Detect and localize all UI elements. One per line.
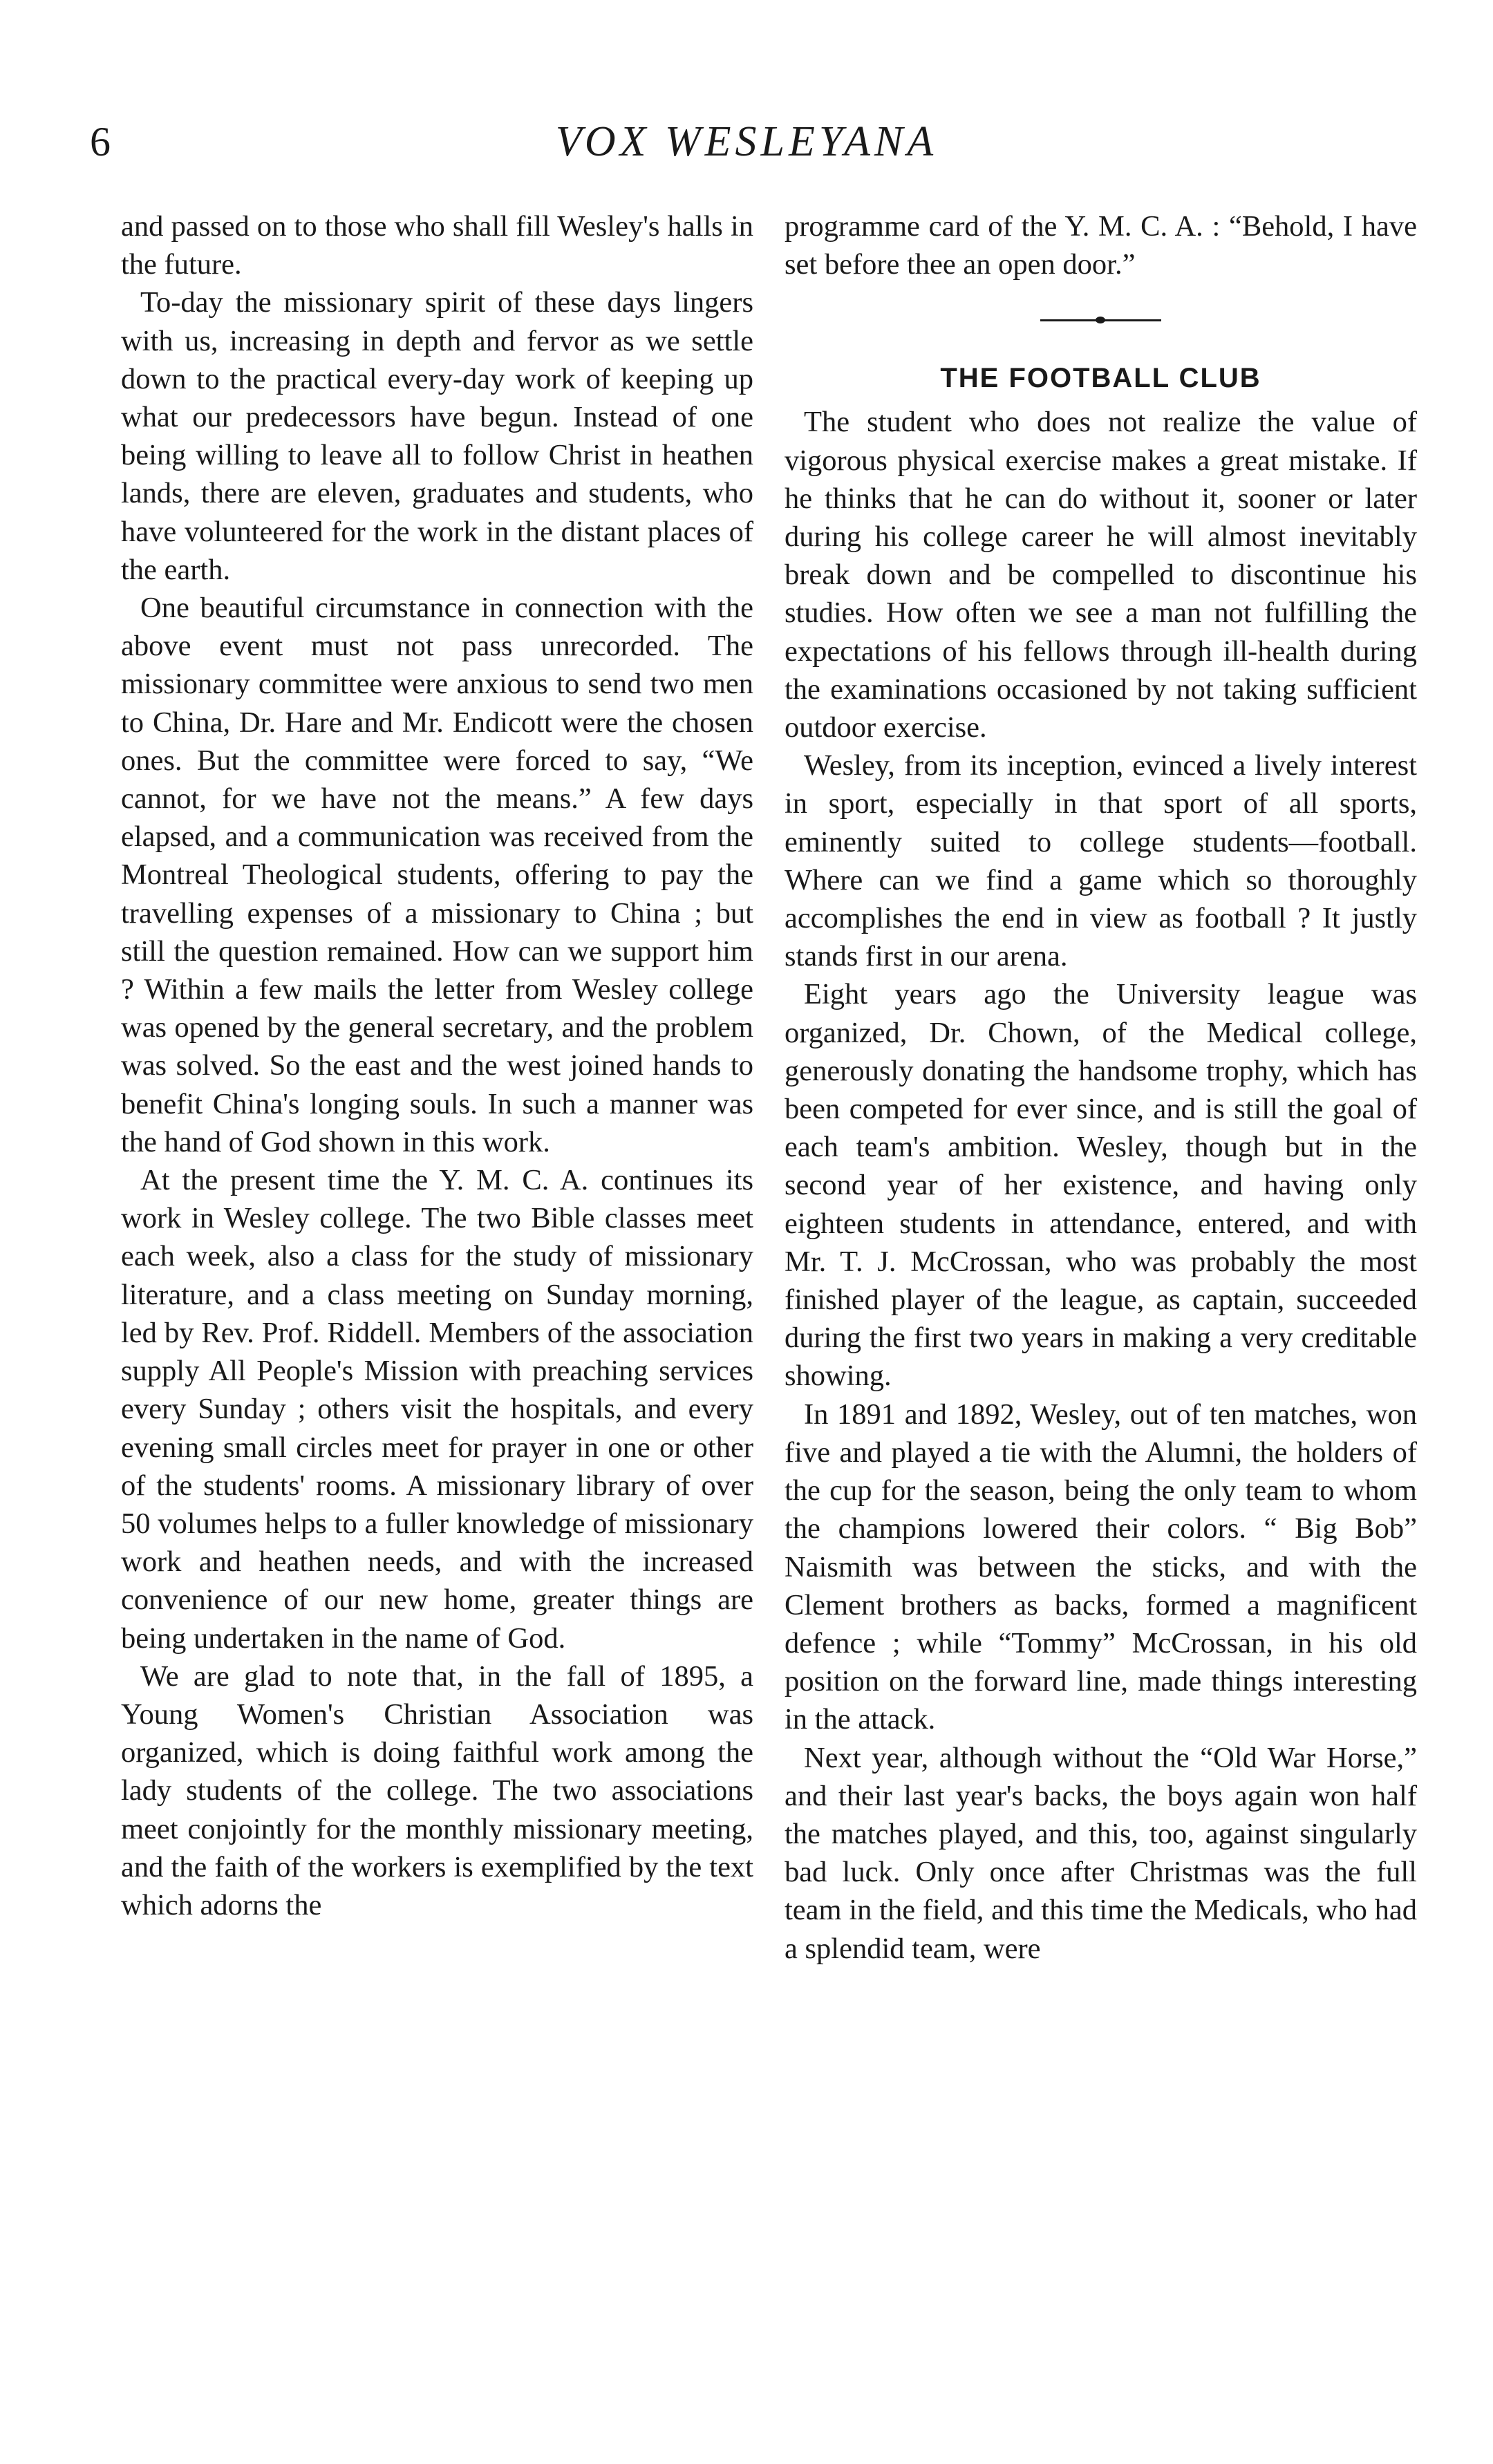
paragraph: Next year, although without the “Old War Horse,” and their last year's backs, the boys again won half the matches played, and this, too, against singularly bad luck. Only once after Christmas was the full team in the field, and this time the Medicals, who had a splendid team, were — [785, 1741, 1417, 1965]
paragraph: At the present time the Y. M. C. A. continues its work in Wesley college. The two Bible classes meet each week, also a class for the study of missionary literature, and a class meeting on Sunday morning, led by Rev. Prof. Riddell. Members of the association supply All People's Mission with preaching services every Sunday ; others visit the hospitals, and every evening small circles meet for prayer in one or other of the students' rooms. A missionary library of over 50 volumes helps to a fuller knowledge of missionary work and heathen needs, and with the increased convenience of our new home, greater things are being undertaken in the name of God. — [121, 1164, 753, 1655]
running-head — [0, 111, 1493, 173]
paragraph: The student who does not realize the value of vigorous physical exercise makes a great mistake. If he thinks that he can do without it, sooner or later during his college career he will almost inevitably break down and be compelled to discontinue his studies. How often we see a man not fulfilling the expectations of his fellows through ill-health during the examinations occasioned by not taking sufficient outdoor exercise. — [785, 406, 1417, 744]
journal-title: VOX WESLEYANA — [555, 118, 938, 165]
paragraph: Eight years ago the University league was organized, Dr. Chown, of the Medical college, generously donating the handsome trophy, which has been competed for ever since, and is still the goal of each team's ambition. Wesley, though but in the second year of her existence, and having only eighteen students in attendance, entered, and with Mr. T. J. McCrossan, who was probably the most finished player of the league, as captain, succeeded during the first two years in making a very creditable showing. — [785, 978, 1417, 1393]
paragraph: In 1891 and 1892, Wesley, out of ten matches, won five and played a tie with the Alumni, the holders of the cup for the season, being the only team to whom the champions lowered their colors. “ Big Bob” Naismith was between the sticks, and with the Clement brothers as backs, formed a magnificent defence ; while “Tommy” McCrossan, in his old position on the forward line, made things interesting in the attack. — [785, 1398, 1417, 1736]
paragraph: To-day the missionary spirit of these days lingers with us, increasing in depth and fervor as we settle down to the practical every-day work of keeping up what our predecessors have begun. Instead of one being willing to leave all to follow Christ in heathen lands, there are eleven, graduates and students, who have volunteered for the work in the distant places of the earth. — [121, 286, 753, 586]
page-number: 6 — [90, 119, 111, 164]
right-column — [785, 207, 1417, 1968]
paragraph: Wesley, from its inception, evinced a lively interest in sport, especially in that sport of all sports, eminently suited to college students—football. Where can we find a game which so thoroughly accomplishes the end in view as football ? It justly stands first in our arena. — [785, 749, 1417, 973]
paragraph: One beautiful circumstance in connection with the above event must not pass unrecorded. The missionary committee were anxious to send two men to China, Dr. Hare and Mr. Endicott were the chosen ones. But the committee were forced to say, “We cannot, for we have not the means.” A few days elapsed, and a communication was received from the Montreal Theological students, offering to pay the travelling expenses of a missionary to China ; but still the question remained. How can we support him ? Within a few mails the letter from Wesley college was opened by the general secretary, and the problem was solved. So the east and the west joined hands to benefit China's longing souls. In such a manner was the hand of God shown in this work. — [121, 592, 753, 1158]
section-heading: THE FOOTBALL CLUB — [940, 363, 1261, 394]
paragraph: and passed on to those who shall fill Wesley's halls in the future. — [121, 210, 753, 281]
paragraph: We are glad to note that, in the fall of 1895, a Young Women's Christian Association was organized, which is doing faithful work among the lady students of the college. The two associations meet conjointly for the monthly missionary meeting, and the faith of the workers is exemplified by the text which adorns the — [121, 1659, 753, 1921]
section-divider — [785, 283, 1417, 359]
paragraph: programme card of the Y. M. C. A. : “Behold, I have set before thee an open door.” — [785, 210, 1417, 281]
left-column — [121, 207, 753, 1924]
